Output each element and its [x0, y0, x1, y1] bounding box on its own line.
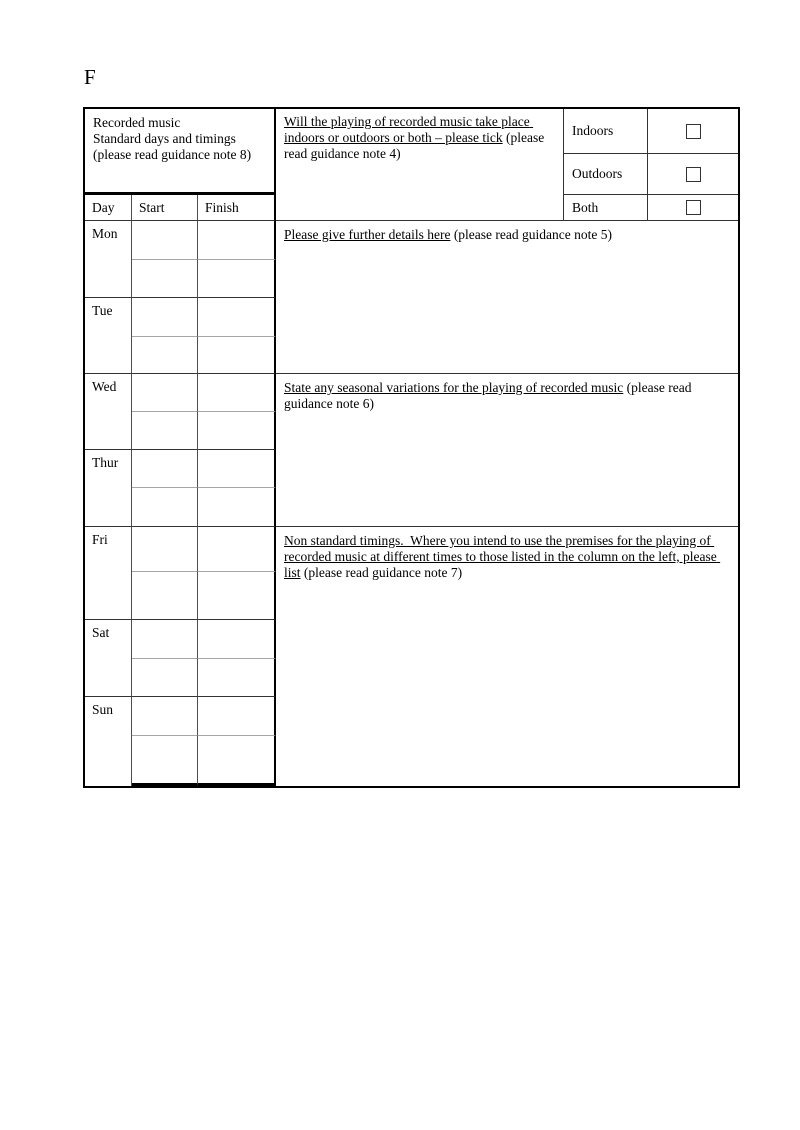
finish-input-cell[interactable]	[198, 488, 276, 527]
non-standard-timings-note: (please read guidance note 7)	[300, 565, 463, 580]
finish-input-cell[interactable]	[198, 736, 276, 786]
day-label-thur: Thur	[85, 450, 132, 527]
start-input-cell[interactable]	[132, 527, 198, 572]
seasonal-variations-label: State any seasonal variations for the playing of recorded music	[284, 380, 624, 395]
start-input-cell[interactable]	[132, 659, 198, 697]
further-details-note: (please read guidance note 5)	[450, 227, 612, 242]
both-checkbox[interactable]	[686, 200, 701, 215]
finish-input-cell[interactable]	[198, 412, 276, 450]
start-input-cell[interactable]	[132, 374, 198, 412]
indoors-outdoors-question-cell	[276, 109, 564, 221]
seasonal-variations-cell[interactable]	[276, 374, 738, 527]
start-column-header: Start	[132, 195, 198, 221]
seasonal-variations-note: (please read guidance note 6)	[284, 380, 695, 411]
guidance-note-8: (please read guidance note 8)	[93, 147, 252, 162]
day-label-fri: Fri	[85, 527, 132, 620]
outdoors-checkbox-cell	[648, 154, 738, 195]
start-input-cell[interactable]	[132, 697, 198, 736]
finish-input-cell[interactable]	[198, 527, 276, 572]
section-subtitle: Standard days and timings	[93, 131, 236, 146]
option-label-both: Both	[564, 195, 648, 221]
day-label-wed: Wed	[85, 374, 132, 450]
both-checkbox-cell	[648, 195, 738, 221]
finish-input-cell[interactable]	[198, 697, 276, 736]
section-letter: F	[84, 65, 96, 89]
finish-input-cell[interactable]	[198, 298, 276, 337]
finish-input-cell[interactable]	[198, 450, 276, 488]
day-label-mon: Mon	[85, 221, 132, 298]
non-standard-timings-label: Non standard timings. Where you intend to use the premises for the playing of recorded music at different times to those listed in the column on the left, please list	[284, 533, 721, 580]
start-input-cell[interactable]	[132, 298, 198, 337]
finish-input-cell[interactable]	[198, 221, 276, 260]
section-title: Recorded music	[93, 115, 181, 130]
day-label-tue: Tue	[85, 298, 132, 374]
finish-input-cell[interactable]	[198, 337, 276, 374]
recorded-music-form-table	[83, 107, 740, 788]
start-input-cell[interactable]	[132, 450, 198, 488]
question-note-text: (please read guidance note 4)	[284, 130, 548, 161]
start-input-cell[interactable]	[132, 221, 198, 260]
indoors-checkbox[interactable]	[686, 124, 701, 139]
non-standard-timings-cell[interactable]	[276, 527, 738, 786]
finish-input-cell[interactable]	[198, 260, 276, 298]
start-input-cell[interactable]	[132, 736, 198, 786]
day-label-sun: Sun	[85, 697, 132, 786]
finish-input-cell[interactable]	[198, 659, 276, 697]
day-label-sat: Sat	[85, 620, 132, 697]
day-column-header: Day	[85, 195, 132, 221]
start-input-cell[interactable]	[132, 572, 198, 620]
finish-input-cell[interactable]	[198, 572, 276, 620]
finish-input-cell[interactable]	[198, 374, 276, 412]
start-input-cell[interactable]	[132, 412, 198, 450]
section-header-cell	[85, 109, 276, 195]
finish-input-cell[interactable]	[198, 620, 276, 659]
question-underlined-text: Will the playing of recorded music take place indoors or outdoors or both – please tick	[284, 114, 534, 145]
further-details-cell[interactable]	[276, 221, 738, 374]
option-label-indoors: Indoors	[564, 109, 648, 154]
outdoors-checkbox[interactable]	[686, 167, 701, 182]
finish-column-header: Finish	[198, 195, 276, 221]
option-label-outdoors: Outdoors	[564, 154, 648, 195]
start-input-cell[interactable]	[132, 488, 198, 527]
indoors-checkbox-cell	[648, 109, 738, 154]
further-details-label: Please give further details here	[284, 227, 451, 242]
start-input-cell[interactable]	[132, 337, 198, 374]
start-input-cell[interactable]	[132, 620, 198, 659]
start-input-cell[interactable]	[132, 260, 198, 298]
